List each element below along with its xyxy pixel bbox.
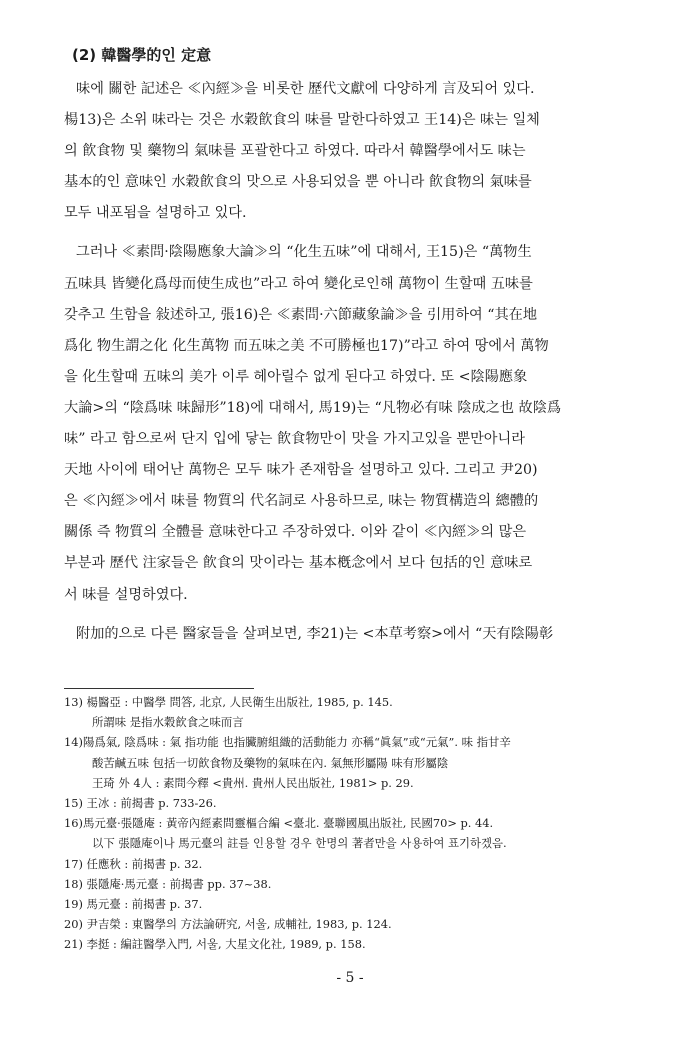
text-line: 갖추고 生함을 敍述하고, 張16)은 ≪素問·六節藏象論≫을 引用하여 “其在地 [64,306,538,323]
text-line: 은 ≪內經≫에서 味를 物質의 代名詞로 사용하므로, 味는 物質構造의 總體的 [64,493,539,510]
footnote: 17) 任應秋 : 前揭書 p. 32. [64,856,203,871]
paragraph [64,237,648,610]
footnote: 15) 王冰 : 前揭書 p. 733-26. [64,796,217,811]
text-line: 基本的인 意味인 水穀飮食의 맛으로 사용되었을 뿐 아니라 飮食物의 氣味를 [64,174,532,191]
footnote: 20) 尹吉榮 : 東醫學의 方法論硏究, 서울, 成輔社, 1983, p. 124. [64,917,392,932]
section-heading: (2) 韓醫學的인 定意 [72,46,212,64]
text-line: 부분과 歷代 注家들은 飮食의 맛이라는 基本槪念에서 보다 包括的인 意味로 [64,555,533,572]
footnote: 14)陽爲氣, 陰爲味 : 氣 指功能 也指臟腑組織的活動能力 亦稱“眞氣”或“元氣”. 味 指甘辛 [64,735,511,750]
text-line: 關係 즉 物質의 全體를 意味한다고 주장하였다. 이와 같이 ≪內經≫의 많은 [64,524,527,541]
footnote-continuation: 所謂味 是指水穀飮食之味而言 [92,715,244,730]
text-line: 大論>의 “陰爲味 味歸形”18)에 대해서, 馬19)는 “凡物必有味 陰成之也 故陰爲 [64,399,562,416]
text-line: 을 化生할때 五味의 美가 이루 헤아릴수 없게 된다고 하였다. 또 <陰陽應象 [64,368,528,385]
footnote-continuation: 酸苦鹹五味 包括一切飮食物及藥物的氣味在內. 氣無形屬陽 味有形屬陰 [92,755,449,770]
text-line: 의 飮食物 및 藥物의 氣味를 포괄한다고 하였다. 따라서 韓醫學에서도 味는 [64,143,526,160]
text-line: 서 味를 설명하였다. [64,586,188,603]
text-line: 楊13)은 소위 味라는 것은 水穀飮食의 味를 말한다하였고 王14)은 味는 일체 [64,112,540,129]
text-line: 爲化 物生謂之化 化生萬物 而五味之美 不可勝極也17)”라고 하여 땅에서 萬物 [64,337,549,354]
footnote-continuation: 以下 張隱庵이나 馬元臺의 註를 인용할 경우 한명의 著者만을 사용하여 표기하겠음. [92,836,507,851]
text-line: 그러나 ≪素問·陰陽應象大論≫의 “化生五味”에 대해서, 王15)은 “萬物生 [76,244,532,261]
footnotes [64,692,648,955]
paragraph [64,619,648,650]
page-number: - 5 - [336,970,364,986]
body-text [64,74,648,658]
text-line: 五味具 皆變化爲母而使生成也”라고 하여 變化로인해 萬物이 生할때 五味를 [64,275,533,292]
footnote: 13) 楊醫亞 : 中醫學 問答, 北京, 人民衛生出版社, 1985, p. 145. [64,695,393,709]
footnote: 16)馬元臺·張隱庵 : 黃帝內經素問靈樞合編 <臺北. 臺聯國風出版社, 民國70> p. 44. [64,816,494,831]
text-line: 味에 關한 記述은 ≪內經≫을 비롯한 歷代文獻에 다양하게 言及되어 있다. [76,81,535,97]
footnote: 19) 馬元臺 : 前揭書 p. 37. [64,897,203,912]
text-line: 味” 라고 함으로써 단지 입에 닿는 飮食物만이 맛을 가지고있을 뿐만아니라 [64,431,525,448]
footnote: 21) 李挺 : 編註醫學入門, 서울, 大星文化社, 1989, p. 158. [64,937,366,952]
text-line: 附加的으로 다른 醫家들을 살펴보면, 李21)는 <本草考察>에서 “天有陰陽彰 [76,625,554,642]
footnote-divider [64,688,254,689]
footnote: 18) 張隱庵·馬元臺 : 前揭書 pp. 37~38. [64,876,272,891]
text-line: 天地 사이에 태어난 萬物은 모두 味가 존재함을 설명하고 있다. 그리고 尹20) [64,462,538,479]
text-line: 모두 내포됨을 설명하고 있다. [64,205,247,222]
paragraph [64,74,648,229]
footnote-continuation: 王琦 外 4人 : 素問今釋 <貴州. 貴州人民出版社, 1981> p. 29. [92,775,414,790]
